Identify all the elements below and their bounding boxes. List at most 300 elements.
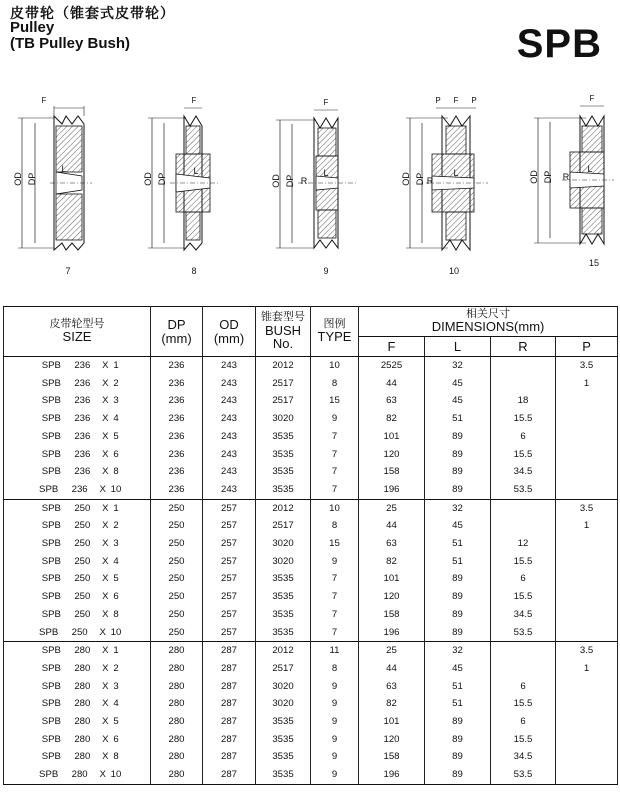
cell-l: 89 <box>425 606 491 624</box>
table-row <box>4 606 618 624</box>
table-row <box>4 731 618 749</box>
cell-size <box>4 463 151 481</box>
diagram-number: 9 <box>323 266 329 276</box>
cell-f: 44 <box>359 660 425 678</box>
table-row <box>4 481 618 499</box>
cell-l: 89 <box>425 588 491 606</box>
cell-od: 257 <box>203 553 256 571</box>
cell-od: 243 <box>203 392 256 410</box>
cell-bush: 3535 <box>256 481 311 499</box>
size-part-s2: 280 <box>74 716 91 728</box>
cell-dp: 250 <box>151 535 203 553</box>
size-part-s3: X <box>102 555 109 567</box>
cell-bush: 3535 <box>256 606 311 624</box>
size-part-s2: 280 <box>71 769 88 781</box>
table-row <box>4 357 618 375</box>
cell-bush: 2517 <box>256 375 311 393</box>
cell-l: 89 <box>425 481 491 499</box>
cell-f: 82 <box>359 553 425 571</box>
cell-size <box>4 535 151 553</box>
cell-od: 287 <box>203 678 256 696</box>
cell-f: 82 <box>359 410 425 428</box>
cell-r: 15.5 <box>491 588 556 606</box>
dim-dp: DP <box>27 172 37 186</box>
size-part-s2: 280 <box>74 733 91 745</box>
cell-dp: 250 <box>151 553 203 571</box>
cell-od: 243 <box>203 428 256 446</box>
size-part-s2: 250 <box>74 608 91 620</box>
size-part-s4: 8 <box>113 608 119 620</box>
cell-type: 7 <box>311 446 359 464</box>
size-part-s4: 1 <box>113 502 119 514</box>
cell-od: 243 <box>203 410 256 428</box>
size-part-s1: SPB <box>41 751 61 763</box>
dim-dp: DP <box>415 172 425 186</box>
cell-l: 89 <box>425 713 491 731</box>
cell-od: 257 <box>203 535 256 553</box>
dim-p-left: P <box>435 96 441 105</box>
cell-l: 89 <box>425 463 491 481</box>
cell-l: 51 <box>425 535 491 553</box>
dim-r: R <box>426 176 434 186</box>
cell-r: 15.5 <box>491 410 556 428</box>
cell-p: 1 <box>556 660 618 678</box>
cell-f: 158 <box>359 748 425 766</box>
col-dp: DP (mm) <box>151 307 203 357</box>
pulley-drawing-9 <box>268 98 368 263</box>
table-row <box>4 535 618 553</box>
cell-l: 89 <box>425 731 491 749</box>
cell-bush: 3535 <box>256 624 311 642</box>
cell-f: 44 <box>359 517 425 535</box>
size-part-s1: SPB <box>41 733 61 745</box>
dim-od: OD <box>13 172 23 186</box>
size-part-s1: SPB <box>41 555 61 567</box>
col-dimensions: 相关尺寸 DIMENSIONS(mm) <box>359 307 618 337</box>
cell-od: 243 <box>203 481 256 499</box>
dim-dp: DP <box>543 170 553 184</box>
cell-p <box>556 624 618 642</box>
cell-p <box>556 463 618 481</box>
cell-type: 9 <box>311 678 359 696</box>
cell-bush: 3020 <box>256 535 311 553</box>
size-part-s3: X <box>102 751 109 763</box>
size-part-s4: 6 <box>113 448 119 460</box>
cell-type: 9 <box>311 731 359 749</box>
col-size: 皮带轮型号 SIZE <box>4 307 151 357</box>
series-code: SPB <box>516 22 602 66</box>
cell-bush: 2012 <box>256 499 311 517</box>
cell-f: 63 <box>359 392 425 410</box>
size-part-s3: X <box>102 377 109 389</box>
cell-p <box>556 748 618 766</box>
cell-p: 1 <box>556 375 618 393</box>
dim-f: F <box>191 96 197 105</box>
dim-dp: DP <box>157 172 167 186</box>
cell-type: 15 <box>311 392 359 410</box>
size-part-s4: 1 <box>113 360 119 371</box>
size-part-s2: 236 <box>74 413 91 425</box>
cell-dp: 250 <box>151 624 203 642</box>
cell-p: 3.5 <box>556 357 618 375</box>
cell-dp: 236 <box>151 428 203 446</box>
cell-f: 196 <box>359 624 425 642</box>
size-part-s4: 5 <box>113 716 119 728</box>
table-row <box>4 713 618 731</box>
cell-p <box>556 446 618 464</box>
cell-od: 287 <box>203 695 256 713</box>
cell-od: 243 <box>203 446 256 464</box>
cell-dp: 250 <box>151 588 203 606</box>
cell-r: 34.5 <box>491 463 556 481</box>
size-part-s2: 250 <box>74 591 91 603</box>
cell-size <box>4 375 151 393</box>
cell-dp: 280 <box>151 660 203 678</box>
table-row <box>4 375 618 393</box>
size-part-s3: X <box>102 608 109 620</box>
cell-bush: 3535 <box>256 588 311 606</box>
size-part-s2: 280 <box>74 751 91 763</box>
size-part-s3: X <box>102 662 109 674</box>
cell-l: 51 <box>425 695 491 713</box>
size-part-s2: 236 <box>74 395 91 407</box>
cell-type: 10 <box>311 357 359 375</box>
cell-r: 34.5 <box>491 748 556 766</box>
cell-bush: 3535 <box>256 570 311 588</box>
cell-p: 3.5 <box>556 642 618 660</box>
cell-type: 15 <box>311 535 359 553</box>
cell-r: 15.5 <box>491 553 556 571</box>
cell-dp: 236 <box>151 375 203 393</box>
cell-f: 120 <box>359 588 425 606</box>
col-od: OD (mm) <box>203 307 256 357</box>
cell-l: 89 <box>425 624 491 642</box>
cell-size <box>4 410 151 428</box>
cell-l: 89 <box>425 766 491 784</box>
cell-p <box>556 695 618 713</box>
cell-f: 158 <box>359 463 425 481</box>
cell-dp: 280 <box>151 678 203 696</box>
spec-table-body <box>4 357 618 785</box>
table-row <box>4 678 618 696</box>
cell-dp: 236 <box>151 392 203 410</box>
size-part-s1: SPB <box>41 698 61 710</box>
size-part-s1: SPB <box>41 662 61 674</box>
cell-od: 243 <box>203 357 256 375</box>
cell-bush: 2517 <box>256 392 311 410</box>
cell-f: 196 <box>359 766 425 784</box>
cell-p <box>556 606 618 624</box>
dim-f: F <box>589 94 595 103</box>
cell-type: 9 <box>311 766 359 784</box>
cell-od: 257 <box>203 570 256 588</box>
cell-dp: 280 <box>151 642 203 660</box>
size-part-s1: SPB <box>41 360 61 371</box>
cell-od: 287 <box>203 642 256 660</box>
cell-size <box>4 606 151 624</box>
size-part-s3: X <box>102 395 109 407</box>
size-part-s2: 236 <box>74 377 91 389</box>
cell-od: 287 <box>203 748 256 766</box>
size-part-s3: X <box>102 538 109 550</box>
size-part-s1: SPB <box>41 680 61 692</box>
cell-f: 63 <box>359 678 425 696</box>
cell-r: 6 <box>491 428 556 446</box>
cell-r: 15.5 <box>491 446 556 464</box>
size-part-s3: X <box>99 769 106 781</box>
size-part-s4: 8 <box>113 466 119 478</box>
dim-r: R <box>300 176 308 186</box>
cell-l: 89 <box>425 446 491 464</box>
cell-l: 51 <box>425 553 491 571</box>
col-r: R <box>491 337 556 357</box>
size-part-s1: SPB <box>41 466 61 478</box>
size-part-s4: 3 <box>113 395 119 407</box>
pulley-drawing-7 <box>10 98 100 263</box>
cell-f: 82 <box>359 695 425 713</box>
size-part-s3: X <box>102 680 109 692</box>
cell-type: 7 <box>311 606 359 624</box>
cell-bush: 3020 <box>256 410 311 428</box>
cell-type: 11 <box>311 642 359 660</box>
cell-p <box>556 713 618 731</box>
cell-size <box>4 642 151 660</box>
dim-l: L <box>323 168 329 178</box>
dim-p-right: P <box>471 96 477 105</box>
table-row <box>4 428 618 446</box>
size-part-s4: 5 <box>113 573 119 585</box>
cell-r <box>491 357 556 375</box>
table-row <box>4 624 618 642</box>
size-part-s1: SPB <box>41 591 61 603</box>
size-part-s4: 6 <box>113 591 119 603</box>
cell-dp: 280 <box>151 731 203 749</box>
size-part-s3: X <box>102 502 109 514</box>
size-part-s2: 250 <box>71 626 88 638</box>
cell-type: 9 <box>311 553 359 571</box>
size-part-s2: 280 <box>74 645 91 657</box>
cell-dp: 280 <box>151 748 203 766</box>
cell-type: 7 <box>311 463 359 481</box>
table-row <box>4 748 618 766</box>
table-row <box>4 463 618 481</box>
cell-p <box>556 570 618 588</box>
cell-bush: 3535 <box>256 713 311 731</box>
cell-type: 8 <box>311 660 359 678</box>
size-part-s4: 4 <box>113 413 119 425</box>
cell-size <box>4 660 151 678</box>
cell-dp: 236 <box>151 481 203 499</box>
pulley-diagrams <box>0 94 620 283</box>
cell-dp: 250 <box>151 499 203 517</box>
table-row <box>4 517 618 535</box>
table-row <box>4 660 618 678</box>
cell-dp: 280 <box>151 766 203 784</box>
cell-r <box>491 660 556 678</box>
cell-bush: 3020 <box>256 678 311 696</box>
cell-r <box>491 642 556 660</box>
col-f: F <box>359 337 425 357</box>
cell-dp: 250 <box>151 606 203 624</box>
size-part-s2: 236 <box>74 430 91 442</box>
cell-size <box>4 392 151 410</box>
size-part-s2: 280 <box>74 698 91 710</box>
size-part-s2: 236 <box>74 360 91 371</box>
size-part-s3: X <box>102 466 109 478</box>
dim-f: F <box>41 96 47 105</box>
cell-r: 6 <box>491 570 556 588</box>
cell-size <box>4 624 151 642</box>
cell-size <box>4 570 151 588</box>
diagram-type-7 <box>10 96 100 276</box>
dim-od: OD <box>143 172 153 186</box>
cell-size <box>4 678 151 696</box>
cell-od: 257 <box>203 499 256 517</box>
size-part-s3: X <box>102 413 109 425</box>
cell-dp: 280 <box>151 695 203 713</box>
cell-bush: 2012 <box>256 642 311 660</box>
dim-r: R <box>562 172 570 182</box>
cell-size <box>4 481 151 499</box>
size-part-s4: 8 <box>113 751 119 763</box>
cell-p <box>556 535 618 553</box>
cell-f: 158 <box>359 606 425 624</box>
size-part-s4: 4 <box>113 698 119 710</box>
cell-bush: 2012 <box>256 357 311 375</box>
title-chinese: 皮带轮（锥套式皮带轮） <box>10 5 175 21</box>
cell-size <box>4 553 151 571</box>
size-part-s1: SPB <box>41 520 61 532</box>
cell-f: 196 <box>359 481 425 499</box>
cell-od: 287 <box>203 731 256 749</box>
size-part-s2: 250 <box>74 555 91 567</box>
cell-p <box>556 481 618 499</box>
cell-od: 257 <box>203 517 256 535</box>
dim-l: L <box>453 168 459 178</box>
col-type: 图例 TYPE <box>311 307 359 357</box>
size-part-s3: X <box>102 360 109 371</box>
size-part-s1: SPB <box>41 377 61 389</box>
cell-r: 6 <box>491 713 556 731</box>
cell-p <box>556 392 618 410</box>
size-part-s4: 4 <box>113 555 119 567</box>
size-part-s4: 3 <box>113 538 119 550</box>
cell-f: 25 <box>359 642 425 660</box>
cell-l: 32 <box>425 357 491 375</box>
cell-p <box>556 678 618 696</box>
size-part-s1: SPB <box>39 483 59 495</box>
size-part-s3: X <box>102 520 109 532</box>
size-part-s1: SPB <box>41 608 61 620</box>
dim-dp: DP <box>285 174 295 188</box>
cell-od: 243 <box>203 463 256 481</box>
cell-p <box>556 731 618 749</box>
cell-r: 53.5 <box>491 766 556 784</box>
cell-size <box>4 731 151 749</box>
cell-size <box>4 588 151 606</box>
size-part-s1: SPB <box>41 395 61 407</box>
size-part-s1: SPB <box>39 769 59 781</box>
cell-size <box>4 357 151 375</box>
size-part-s4: 10 <box>110 626 122 638</box>
subtitle-english: (TB Pulley Bush) <box>10 34 131 52</box>
cell-r <box>491 375 556 393</box>
size-part-s1: SPB <box>39 626 59 638</box>
cell-l: 89 <box>425 428 491 446</box>
cell-size <box>4 428 151 446</box>
size-part-s1: SPB <box>41 502 61 514</box>
cell-dp: 250 <box>151 517 203 535</box>
cell-p: 3.5 <box>556 499 618 517</box>
cell-l: 45 <box>425 392 491 410</box>
size-part-s3: X <box>102 573 109 585</box>
size-part-s1: SPB <box>41 538 61 550</box>
size-part-s1: SPB <box>41 645 61 657</box>
table-row <box>4 695 618 713</box>
cell-dp: 236 <box>151 463 203 481</box>
dim-f: F <box>453 96 459 105</box>
table-row <box>4 766 618 784</box>
size-part-s3: X <box>102 430 109 442</box>
cell-type: 7 <box>311 428 359 446</box>
cell-type: 7 <box>311 481 359 499</box>
cell-bush: 3020 <box>256 695 311 713</box>
cell-od: 257 <box>203 606 256 624</box>
cell-f: 120 <box>359 446 425 464</box>
diagram-number: 10 <box>448 266 459 276</box>
cell-r <box>491 499 556 517</box>
table-row <box>4 499 618 517</box>
size-part-s2: 236 <box>71 483 88 495</box>
size-part-s3: X <box>99 483 106 495</box>
cell-f: 44 <box>359 375 425 393</box>
cell-size <box>4 766 151 784</box>
cell-od: 257 <box>203 624 256 642</box>
cell-bush: 3020 <box>256 553 311 571</box>
size-part-s4: 1 <box>113 645 119 657</box>
spec-table <box>3 306 618 785</box>
cell-type: 9 <box>311 695 359 713</box>
size-part-s1: SPB <box>41 716 61 728</box>
size-part-s4: 10 <box>110 769 122 781</box>
size-part-s2: 250 <box>74 538 91 550</box>
cell-l: 51 <box>425 410 491 428</box>
cell-l: 32 <box>425 642 491 660</box>
cell-type: 7 <box>311 588 359 606</box>
cell-f: 63 <box>359 535 425 553</box>
cell-l: 51 <box>425 678 491 696</box>
cell-od: 287 <box>203 766 256 784</box>
diagram-type-10 <box>398 96 498 276</box>
diagram-number: 8 <box>191 266 197 276</box>
size-part-s3: X <box>102 716 109 728</box>
diagram-type-8 <box>140 96 230 276</box>
cell-dp: 236 <box>151 446 203 464</box>
size-part-s3: X <box>102 591 109 603</box>
cell-size <box>4 517 151 535</box>
dim-l: L <box>61 164 67 174</box>
cell-r: 12 <box>491 535 556 553</box>
size-part-s1: SPB <box>41 448 61 460</box>
cell-f: 25 <box>359 499 425 517</box>
pulley-drawing-8 <box>140 98 230 263</box>
cell-r: 18 <box>491 392 556 410</box>
table-row <box>4 642 618 660</box>
cell-f: 101 <box>359 713 425 731</box>
cell-type: 9 <box>311 748 359 766</box>
size-part-s3: X <box>102 645 109 657</box>
table-row <box>4 392 618 410</box>
